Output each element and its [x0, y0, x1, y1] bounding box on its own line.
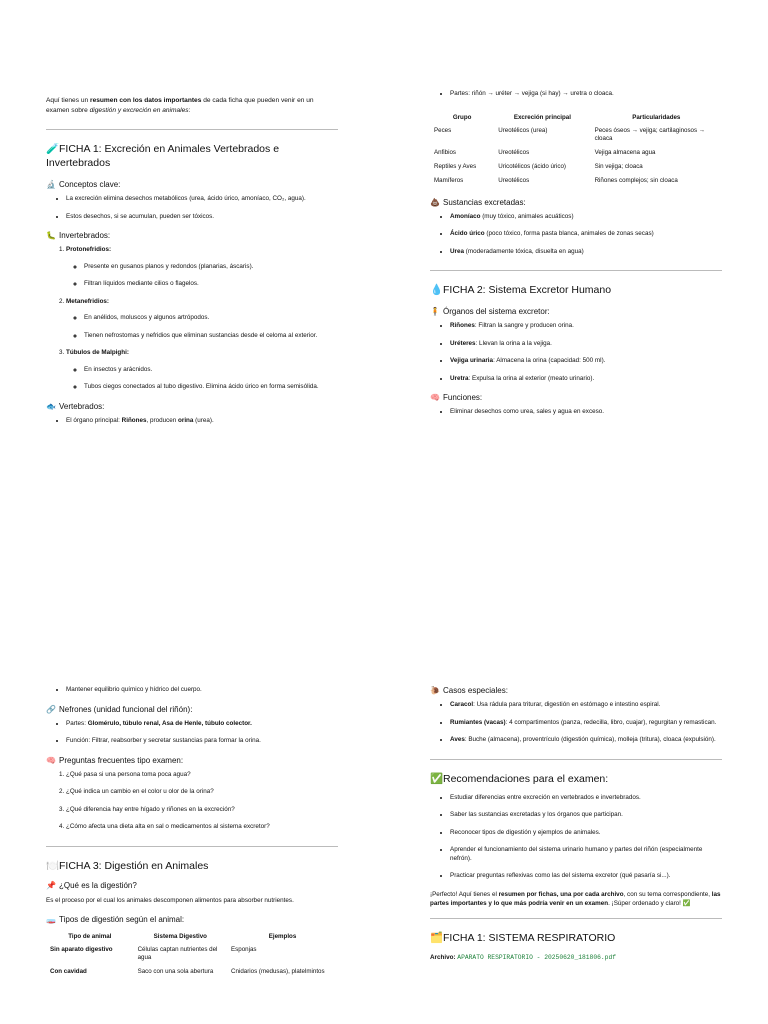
list-item: • Practicar preguntas reflexivas como las del sistema excretor (qué pasaría si...).: [450, 872, 722, 881]
tipos-table: [46, 930, 338, 979]
intro-text: Aquí tienes un resumen con los datos importantes de cada ficha que pueden venir en un examen sobre digestión y excreción en animales:: [46, 97, 314, 114]
invertebrados-list: [46, 246, 338, 392]
list-item: 2. ¿Qué indica un cambio en el color u olor de la orina?: [66, 788, 338, 797]
table-header: Particularidades: [632, 113, 681, 121]
list-item: • Partes: riñón → uréter → vejiga (si hay) → uretra o cloaca.: [450, 90, 722, 99]
list-item: • La excreción elimina desechos metabólicos (urea, ácido úrico, amoníaco, CO₂, agua).: [66, 195, 338, 204]
table-header: Grupo: [452, 113, 472, 121]
vertebrados-heading: 🐟 Vertebrados:: [46, 401, 105, 411]
brain-icon: 🧠: [430, 393, 440, 402]
list-item: • Eliminar desechos como urea, sales y agua en exceso.: [450, 408, 722, 417]
list-item: • Estudiar diferencias entre excreción en vertebrados e invertebrados.: [450, 794, 722, 803]
casos-list: [430, 701, 722, 745]
microscope-icon: 🔬: [46, 180, 56, 189]
tipos-heading: 🧫 Tipos de digestión según el animal:: [46, 914, 185, 924]
table-row: Sin aparato digestivo Células captan nutrientes del agua Esponjas: [50, 945, 257, 961]
poop-icon: 💩: [430, 197, 440, 207]
list-item: • Amoníaco (muy tóxico, animales acuáticos): [450, 213, 722, 222]
list-item: ◦ Filtran líquidos mediante cilios o flagelos.: [84, 280, 338, 289]
list-item: • Uréteres: Llevan la orina a la vejiga.: [450, 340, 722, 349]
petri-dish-icon: 🧫: [46, 914, 56, 924]
list-item: ◦ En insectos y arácnidos.: [84, 366, 338, 375]
divider: [46, 129, 338, 130]
list-item: • Riñones: Filtran la sangre y producen orina.: [450, 322, 722, 331]
list-item: 4. ¿Cómo afecta una dieta alta en sal o medicamentos al sistema excretor?: [66, 823, 338, 832]
link-icon: 🔗: [46, 704, 56, 714]
preguntas-heading: 🧠 Preguntas frecuentes tipo examen:: [46, 755, 184, 765]
list-item: 3. Túbulos de Malpighi: ◦ En insectos y arácnidos. ◦ Tubos ciegos conectados al tubo digestivo. Elimina ácido úrico en forma semisólida.: [66, 349, 338, 392]
que-es-text: Es el proceso por el cual los animales descomponen alimentos para absorber nutrientes.: [46, 896, 294, 904]
list-item: ◦ En anélidos, moluscos y algunos artrópodos.: [84, 314, 338, 323]
sustancias-list: [430, 213, 722, 257]
list-item: • Partes: Glomérulo, túbulo renal, Asa de Henle, túbulo colector.: [66, 720, 338, 729]
nefrones-heading: 🔗 Nefrones (unidad funcional del riñón):: [46, 704, 193, 714]
funciones-list: [430, 408, 722, 417]
check-mark-icon: ✅: [430, 772, 444, 785]
list-item: 3. ¿Qué diferencia hay entre hígado y riñones en la excreción?: [66, 806, 338, 815]
nefrones-list: [46, 720, 338, 746]
page-1: [0, 0, 384, 512]
table-header: Sistema Digestivo: [153, 932, 207, 940]
archivo-filename: APARATO RESPIRATORIO - 20250620_181806.pdf: [457, 953, 617, 961]
table-header: Tipo de animal: [68, 932, 112, 940]
list-item: • Rumiantes (vacas): 4 compartimentos (panza, redecilla, libro, cuajar), regurgitan y remastican.: [450, 719, 722, 728]
divider: [46, 846, 338, 847]
pin-icon: 📌: [46, 880, 56, 890]
excrecion-table: [430, 111, 722, 188]
closing-text: ¡Perfecto! Aquí tienes el resumen por fichas, una por cada archivo, con su tema correspondiente, las partes importantes y lo que más podría venir en un examen. ¡Súper ordenado y claro! ✅: [430, 890, 721, 907]
organos-heading: 🧍 Órganos del sistema excretor:: [430, 307, 550, 316]
page-3: [0, 512, 384, 1024]
plate-icon: 🍽️: [46, 859, 60, 872]
droplet-icon: 💧: [430, 284, 444, 296]
list-item: 2. Metanefridios: ◦ En anélidos, moluscos y algunos artrópodos. ◦ Tienen nefrostomas y nefridios que eliminan sustancias desde el celoma al exterior.: [66, 298, 338, 341]
ficha1-title: 🧪FICHA 1: Excreción en Animales Vertebrados e Invertebrados: [46, 143, 280, 169]
partes-list: [430, 90, 722, 99]
worm-icon: 🐛: [46, 231, 56, 240]
table-row: Peces Ureotélicos (urea) Peces óseos → vejiga; cartilaginosos → cloaca: [434, 126, 705, 142]
ficha-respiratorio-title: 🗂️FICHA 1: SISTEMA RESPIRATORIO: [430, 931, 616, 944]
archivo-line: Archivo: APARATO RESPIRATORIO - 20250620_181806.pdf: [430, 953, 617, 961]
list-item: 1. Protonefridios: ◦ Presente en gusanos planos y redondos (planarias, áscaris). ◦ Filtran líquidos mediante cilios o flagelos.: [66, 246, 338, 289]
divider: [430, 270, 722, 271]
list-item: • El órgano principal: Riñones, producen orina (urea).: [66, 417, 338, 426]
page-2: [384, 0, 768, 512]
table-header: Ejemplos: [268, 932, 297, 940]
list-item: 1. ¿Qué pasa si una persona toma poca agua?: [66, 771, 338, 780]
brain-icon: 🧠: [46, 755, 56, 765]
person-icon: 🧍: [430, 307, 440, 316]
funciones-heading: 🧠 Funciones:: [430, 393, 483, 402]
list-item: • Mantener equilibrio químico y hídrico del cuerpo.: [66, 686, 338, 695]
que-es-heading: 📌 ¿Qué es la digestión?: [46, 880, 137, 890]
list-item: • Estos desechos, si se acumulan, pueden ser tóxicos.: [66, 213, 338, 222]
conceptos-heading: 🔬 Conceptos clave:: [46, 180, 121, 189]
list-item: • Función: Filtrar, reabsorber y secretar sustancias para formar la orina.: [66, 737, 338, 746]
funciones-cont-list: [46, 686, 338, 695]
ficha2-title: 💧FICHA 2: Sistema Excretor Humano: [430, 284, 612, 296]
folder-icon: 🗂️: [430, 931, 444, 944]
recomendaciones-list: [430, 794, 722, 881]
vertebrados-list: [46, 417, 338, 426]
list-item: • Aprender el funcionamiento del sistema urinario humano y partes del riñón (especialmente nefrón).: [450, 846, 722, 863]
list-item: • Urea (moderadamente tóxica, disuelta en agua): [450, 248, 722, 257]
snail-icon: 🐌: [430, 686, 440, 695]
organos-list: [430, 322, 722, 383]
table-row: Anfibios Ureotélicos Vejiga almacena agua: [434, 148, 656, 156]
list-item: • Caracol: Usa rádula para triturar, digestión en estómago e intestino espiral.: [450, 701, 722, 710]
recomendaciones-title: ✅Recomendaciones para el examen:: [430, 772, 609, 785]
preguntas-list: [46, 771, 338, 832]
table-header: Excreción principal: [513, 113, 571, 121]
page-4: [384, 512, 768, 1024]
table-row: Mamíferos Ureotélicos Riñones complejos; sin cloaca: [434, 176, 678, 184]
list-item: • Reconocer tipos de digestión y ejemplos de animales.: [450, 829, 722, 838]
list-item: • Uretra: Expulsa la orina al exterior (meato urinario).: [450, 375, 722, 384]
conceptos-list: [46, 195, 338, 221]
divider: [430, 759, 722, 760]
sustancias-heading: 💩 Sustancias excretadas:: [430, 197, 526, 207]
divider: [430, 918, 722, 919]
list-item: • Ácido úrico (poco tóxico, forma pasta blanca, animales de zonas secas): [450, 230, 722, 239]
table-row: Con cavidad Saco con una sola abertura Cnidarios (medusas), platelmintos: [50, 967, 325, 975]
list-item: • Aves: Buche (almacena), proventrículo (digestión química), molleja (tritura), cloaca (expulsión).: [450, 736, 722, 745]
ficha3-title: 🍽️FICHA 3: Digestión en Animales: [46, 859, 209, 872]
casos-heading: 🐌 Casos especiales:: [430, 686, 508, 695]
list-item: ◦ Tubos ciegos conectados al tubo digestivo. Elimina ácido úrico en forma semisólida.: [84, 383, 338, 392]
fish-icon: 🐟: [46, 401, 56, 411]
list-item: ◦ Tienen nefrostomas y nefridios que eliminan sustancias desde el celoma al exterior.: [84, 332, 338, 341]
list-item: ◦ Presente en gusanos planos y redondos (planarias, áscaris).: [84, 263, 338, 272]
list-item: • Saber las sustancias excretadas y los órganos que participan.: [450, 811, 722, 820]
test-tube-icon: 🧪: [46, 143, 60, 155]
invertebrados-heading: 🐛 Invertebrados:: [46, 231, 111, 240]
table-row: Reptiles y Aves Uricotélicos (ácido úrico) Sin vejiga; cloaca: [434, 162, 643, 170]
list-item: • Vejiga urinaria: Almacena la orina (capacidad: 500 ml).: [450, 357, 722, 366]
